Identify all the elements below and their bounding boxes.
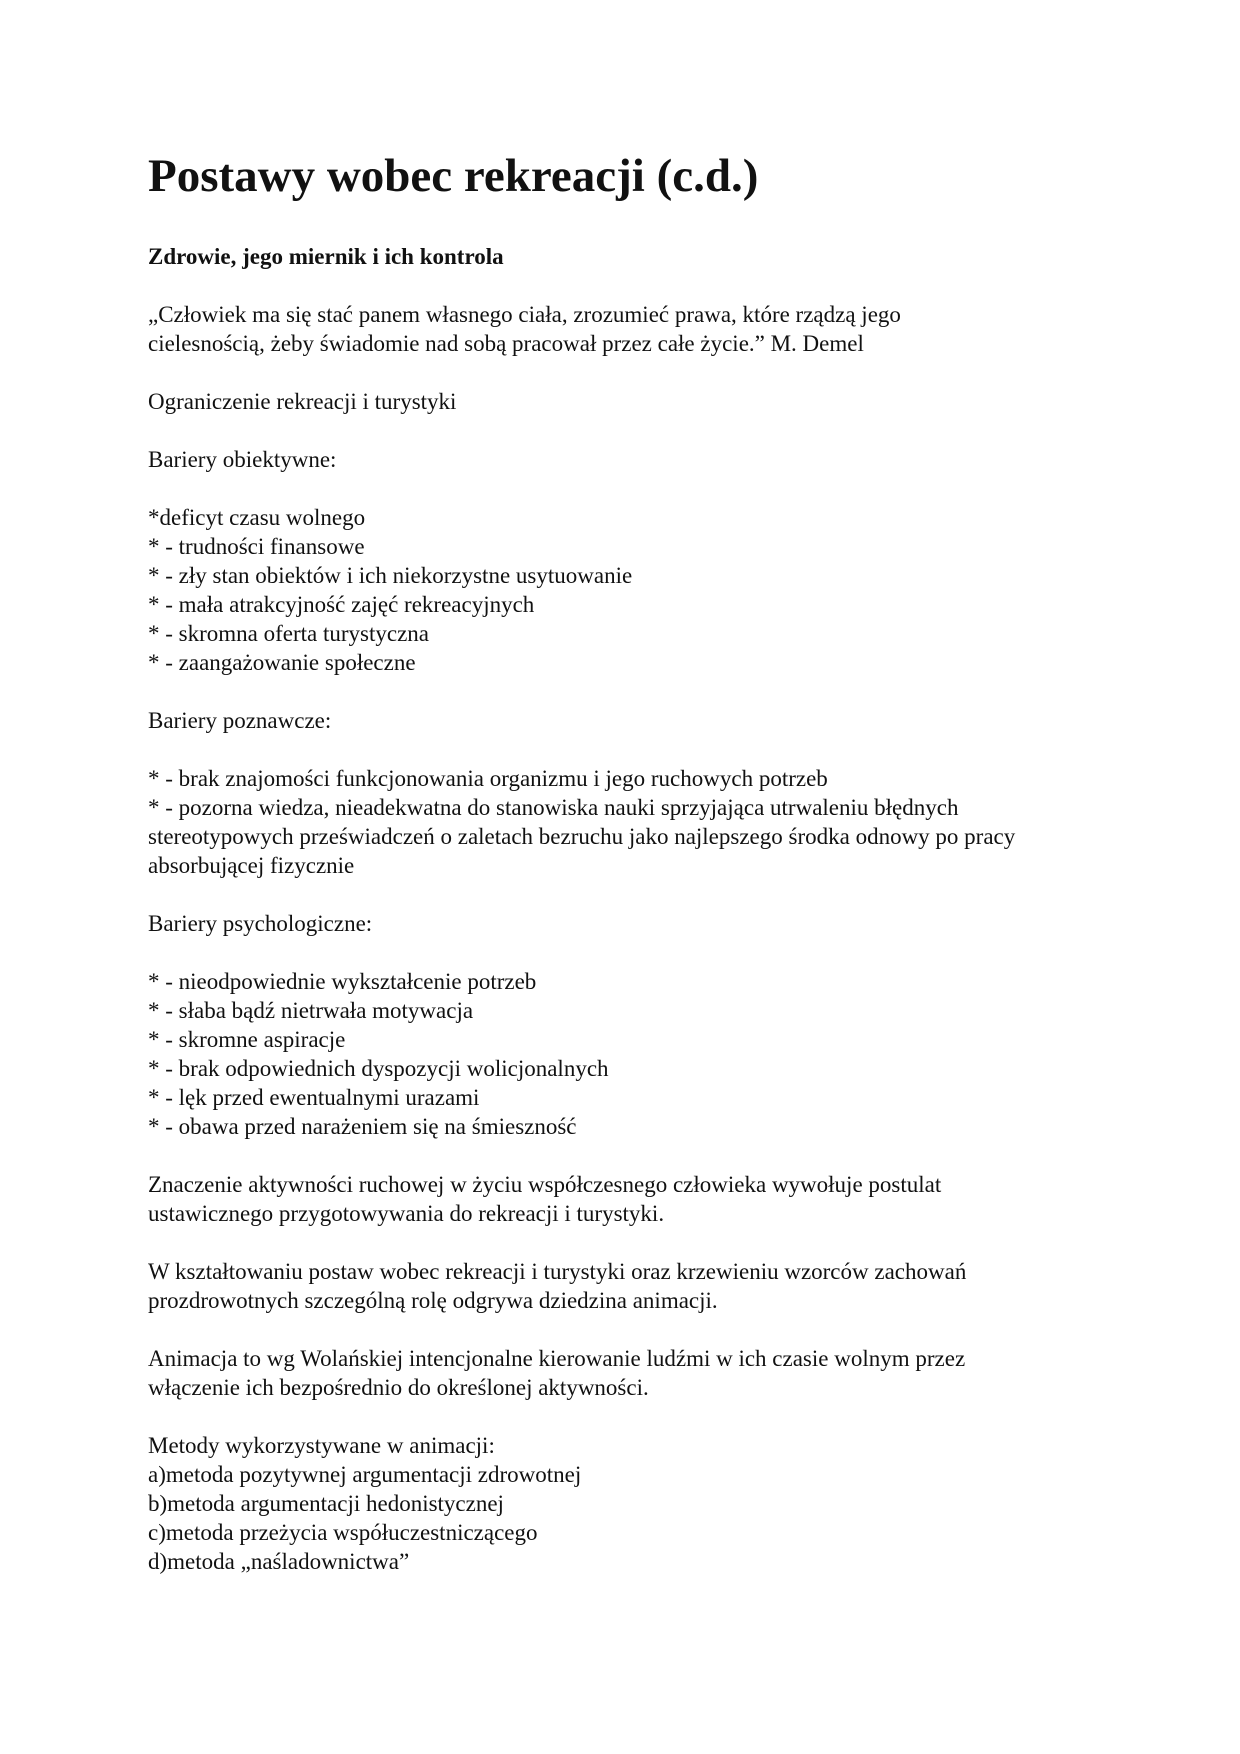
section-heading-ograniczenie: [148, 387, 1108, 416]
animacja-paragraph: [148, 1344, 1108, 1402]
paragraph-line: Znaczenie aktywności ruchowej w życiu współczesnego człowieka wywołuje postulat: [148, 1172, 942, 1197]
document-title: Postawy wobec rekreacji (c.d.): [148, 150, 759, 202]
list-item-continuation: stereotypowych przeświadczeń o zaletach bezruchu jako najlepszego środka odnowy po pracy: [148, 824, 1016, 849]
paragraph-line: prozdrowotnych szczególną rolę odgrywa dziedzina animacji.: [148, 1288, 718, 1313]
heading-text: Metody wykorzystywane w animacji:: [148, 1433, 495, 1458]
list-item: * - nieodpowiednie wykształcenie potrzeb: [148, 969, 537, 994]
quote-line: cielesnością, żeby świadomie nad sobą pracował przez całe życie.” M. Demel: [148, 331, 864, 356]
bariery-poznawcze-heading: [148, 706, 1108, 735]
bariery-psychologiczne-list: [148, 967, 1108, 1141]
heading-text: Ograniczenie rekreacji i turystyki: [148, 389, 457, 414]
paragraph-line: ustawicznego przygotowywania do rekreacji i turystyki.: [148, 1201, 665, 1226]
document-page: [148, 146, 1108, 1576]
list-item: * - trudności finansowe: [148, 534, 365, 559]
list-item: * - słaba bądź nietrwała motywacja: [148, 998, 474, 1023]
list-item: * - zły stan obiektów i ich niekorzystne usytuowanie: [148, 563, 633, 588]
list-item: *deficyt czasu wolnego: [148, 505, 366, 530]
paragraph-line: Animacja to wg Wolańskiej intencjonalne kierowanie ludźmi w ich czasie wolnym przez: [148, 1346, 966, 1371]
ksztaltowanie-paragraph: [148, 1257, 1108, 1315]
list-item: * - skromna oferta turystyczna: [148, 621, 430, 646]
heading-text: Bariery poznawcze:: [148, 708, 332, 733]
list-item: c)metoda przeżycia współuczestniczącego: [148, 1520, 538, 1545]
list-item: * - skromne aspiracje: [148, 1027, 346, 1052]
list-item: a)metoda pozytywnej argumentacji zdrowotnej: [148, 1462, 582, 1487]
list-item: * - lęk przed ewentualnymi urazami: [148, 1085, 480, 1110]
paragraph-line: włączenie ich bezpośrednio do określonej aktywności.: [148, 1375, 649, 1400]
list-item: b)metoda argumentacji hedonistycznej: [148, 1491, 504, 1516]
metody-section: [148, 1431, 1108, 1576]
heading-text: Bariery psychologiczne:: [148, 911, 373, 936]
list-item: * - obawa przed narażeniem się na śmieszność: [148, 1114, 577, 1139]
bariery-poznawcze-list: [148, 764, 1108, 880]
section-subtitle: Zdrowie, jego miernik i ich kontrola: [148, 244, 504, 269]
bariery-obiektywne-heading: [148, 445, 1108, 474]
znaczenie-paragraph: [148, 1170, 1108, 1228]
list-item: * - brak odpowiednich dyspozycji wolicjonalnych: [148, 1056, 609, 1081]
list-item: * - mała atrakcyjność zajęć rekreacyjnych: [148, 592, 535, 617]
list-item: d)metoda „naśladownictwa”: [148, 1549, 410, 1574]
quote-block: [148, 300, 1108, 358]
heading-text: Bariery obiektywne:: [148, 447, 337, 472]
paragraph-line: W kształtowaniu postaw wobec rekreacji i turystyki oraz krzewieniu wzorców zachowań: [148, 1259, 967, 1284]
list-item-continuation: absorbującej fizycznie: [148, 853, 355, 878]
list-item: * - pozorna wiedza, nieadekwatna do stanowiska nauki sprzyjająca utrwaleniu błędnych: [148, 795, 959, 820]
list-item: * - zaangażowanie społeczne: [148, 650, 416, 675]
bariery-psychologiczne-heading: [148, 909, 1108, 938]
quote-line: „Człowiek ma się stać panem własnego ciała, zrozumieć prawa, które rządzą jego: [148, 302, 901, 327]
list-item: * - brak znajomości funkcjonowania organizmu i jego ruchowych potrzeb: [148, 766, 828, 791]
bariery-obiektywne-list: [148, 503, 1108, 677]
